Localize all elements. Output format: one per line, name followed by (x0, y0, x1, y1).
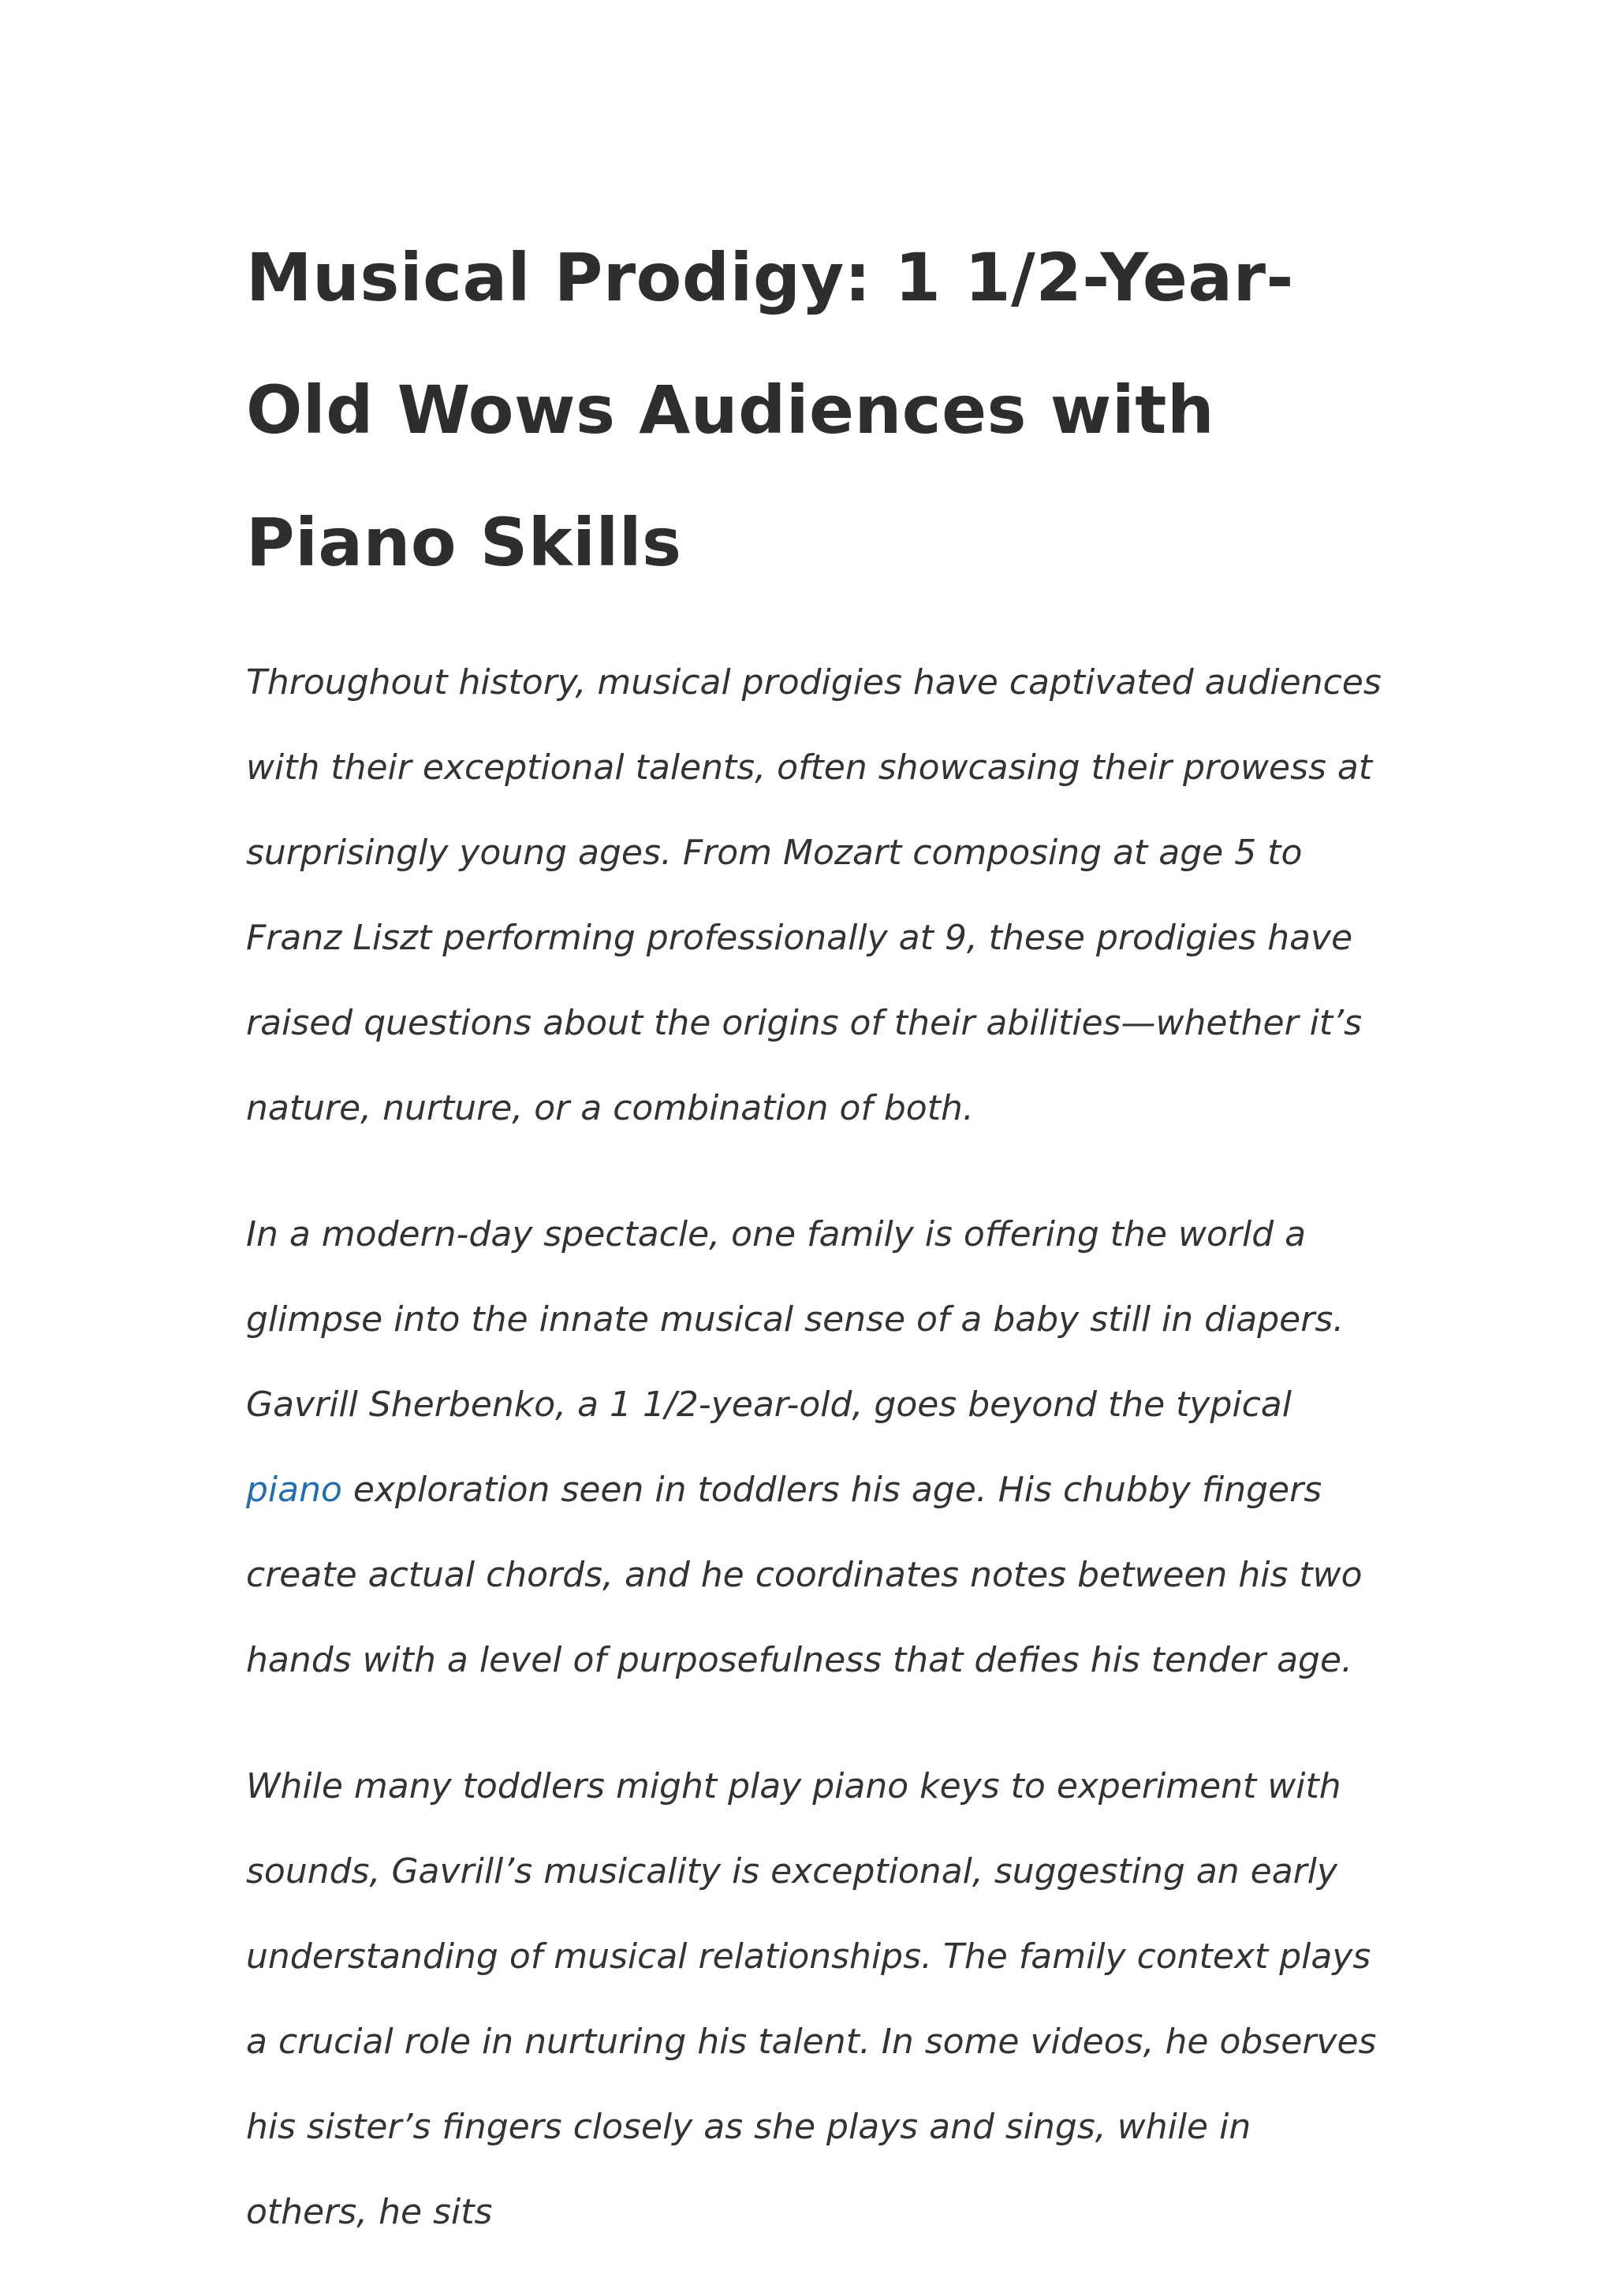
paragraph-gavrill (246, 1192, 1382, 1703)
paragraph-musicality: While many toddlers might play piano keys to experiment with sounds, Gavrill’s musicality is exceptional, suggesting an early understanding of musical relationships. The family context plays a crucial role in nurturing his talent. In some videos, he observes his sister’s fingers closely as she plays and sings, while in others, he sits (246, 1766, 1377, 2232)
article-title: Musical Prodigy: 1 1/2-Year-Old Wows Audiences with Piano Skills (246, 239, 1294, 581)
paragraph-text-after-link: exploration seen in toddlers his age. His chubby fingers create actual chords, and he coordinates notes between his two hands with a level of purposefulness that defies his tender age. (246, 1470, 1363, 1680)
article-body (246, 211, 1382, 2296)
piano-link[interactable]: piano (246, 1470, 342, 1510)
paragraph-text-before-link: In a modern-day spectacle, one family is offering the world a glimpse into the innate musical sense of a baby still in diapers. Gavrill Sherbenko, a 1 1/2-year-old, goes beyond the typical (246, 1214, 1345, 1425)
paragraph-intro: Throughout history, musical prodigies have captivated audiences with their exceptional talents, often showcasing their prowess at surprisingly young ages. From Mozart composing at age 5 to Franz Liszt performing professionally at 9, these prodigies have raised questions about the origins of their abilities—whether it’s nature, nurture, or a combination of both. (246, 662, 1382, 1128)
